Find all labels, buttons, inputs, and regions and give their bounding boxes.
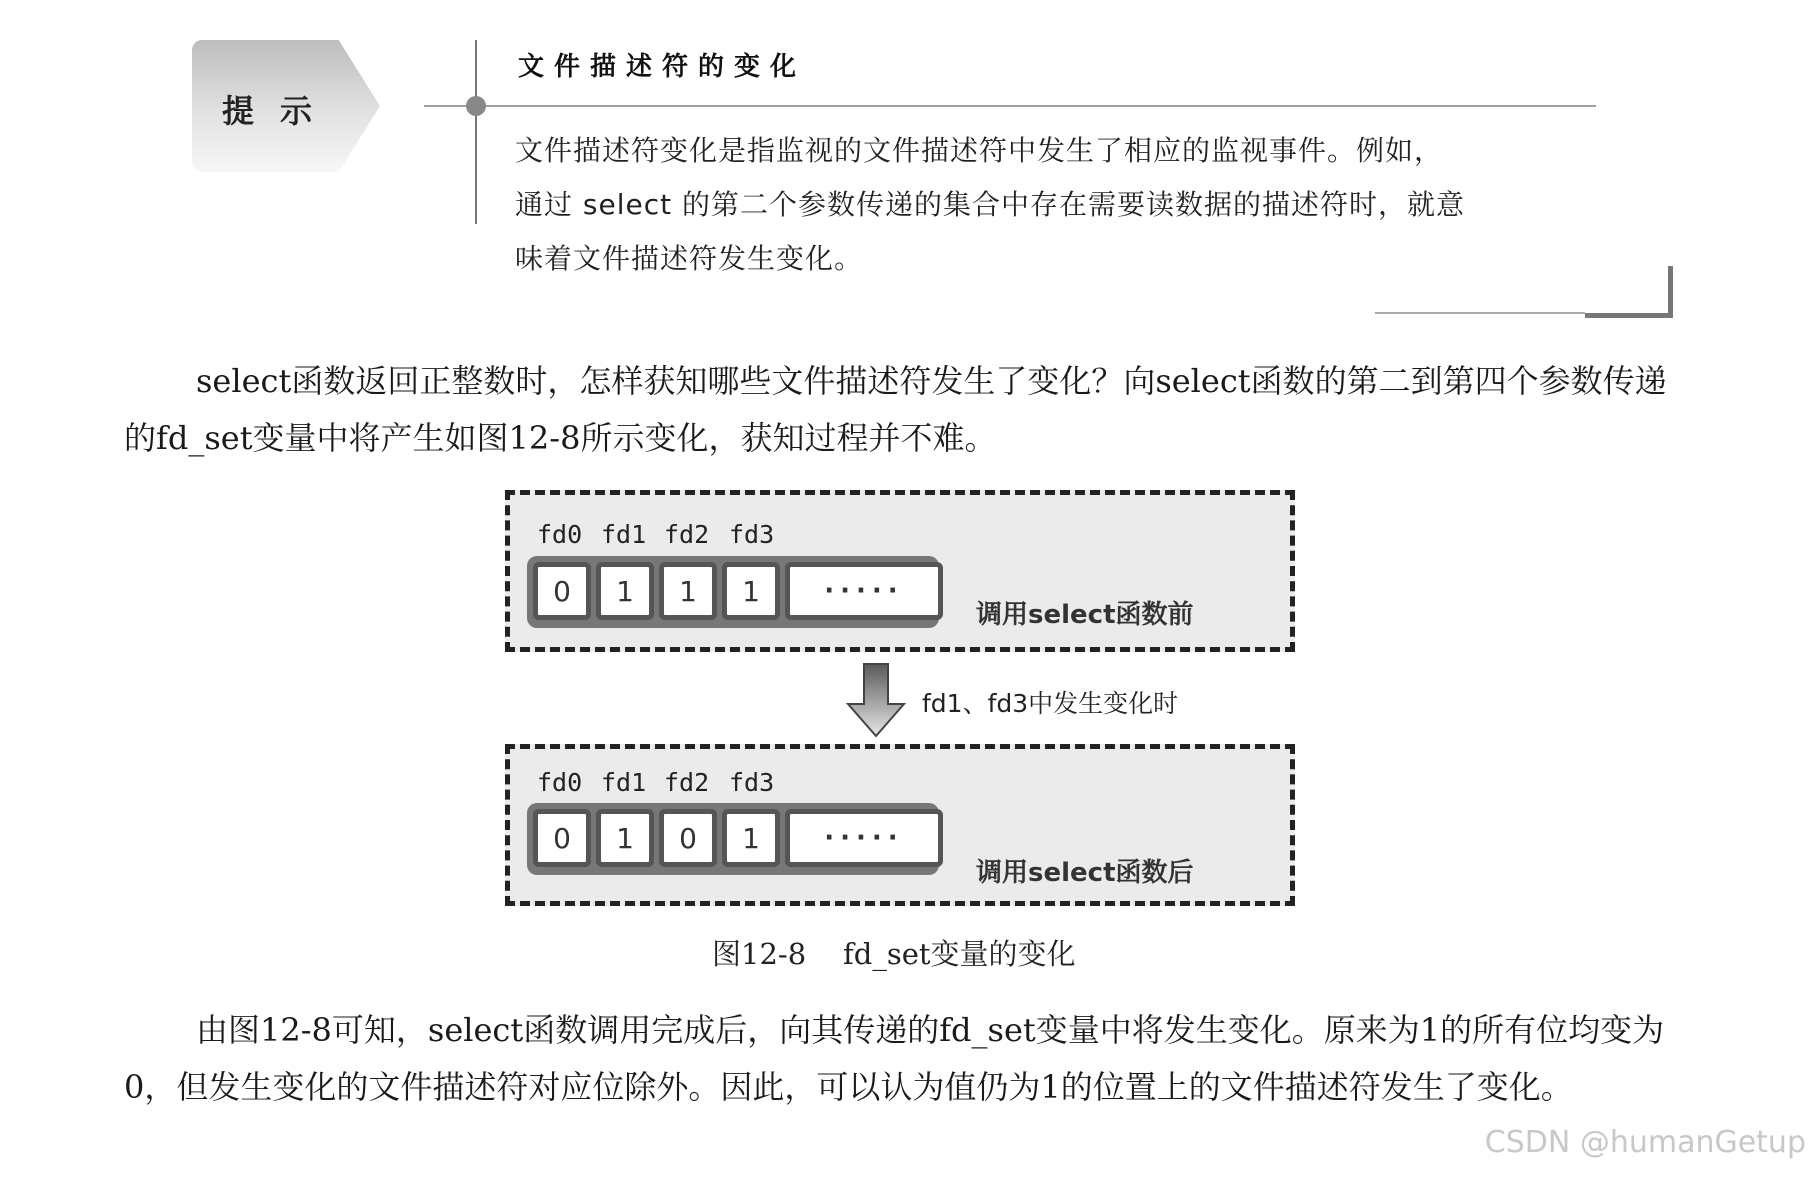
fd-label: fd0 xyxy=(537,768,583,797)
tip-tag-label: 提示 xyxy=(222,92,339,130)
tip-corner-rule xyxy=(1585,313,1673,318)
fd-label: fd3 xyxy=(729,520,775,549)
tip-vertical-rule xyxy=(475,40,477,224)
body-paragraph: select函数返回正整数时，怎样获知哪些文件描述符发生了变化？向select函数的第二到第四个参数传递的fd_set变量中将产生如图12-8所示变化，获知过程并不难。 xyxy=(124,362,1667,457)
fd-label: fd2 xyxy=(664,520,710,549)
fd-bit-cell: 1 xyxy=(659,562,717,620)
fd-bit-cell: 1 xyxy=(596,809,654,867)
fd-label: fd1 xyxy=(601,520,647,549)
tip-dot xyxy=(466,96,486,116)
fd-ellipsis-cell: ····· xyxy=(785,809,943,867)
tip-horizontal-rule xyxy=(424,105,1596,107)
tip-corner-rule xyxy=(1668,266,1673,318)
fd-bit-cell: 0 xyxy=(533,562,591,620)
fd-bit-cell: 1 xyxy=(596,562,654,620)
transition-label: fd1、fd3中发生变化时 xyxy=(922,689,1179,718)
fd-bit-cell: 1 xyxy=(722,562,780,620)
fd-label: fd0 xyxy=(537,520,583,549)
fd-bit-cell: 0 xyxy=(533,809,591,867)
tip-line: 味着文件描述符发生变化。 xyxy=(515,242,864,275)
tip-line: 文件描述符变化是指监视的文件描述符中发生了相应的监视事件。例如， xyxy=(515,134,1444,167)
tip-corner-rule xyxy=(1375,312,1585,314)
panel-caption-before: 调用select函数前 xyxy=(976,600,1194,630)
tip-title: 文件描述符的变化 xyxy=(518,52,807,82)
tip-line: 通过 select 的第二个参数传递的集合中存在需要读数据的描述符时，就意 xyxy=(515,188,1465,221)
fd-ellipsis-cell: ····· xyxy=(785,562,943,620)
fd-label: fd3 xyxy=(729,768,775,797)
body-paragraph: 由图12-8可知，select函数调用完成后，向其传递的fd_set变量中将发生变化。原来为1的所有位均变为0，但发生变化的文件描述符对应位除外。因此，可以认为值仍为1的位置上的文件描述符发生了变化。 xyxy=(124,1011,1665,1106)
fd-bit-cell: 1 xyxy=(722,809,780,867)
watermark: CSDN @humanGetup xyxy=(1484,1125,1806,1160)
figure-caption: 图12-8 fd_set变量的变化 xyxy=(712,937,1076,971)
panel-caption-after: 调用select函数后 xyxy=(976,858,1194,888)
fd-bit-cell: 0 xyxy=(659,809,717,867)
down-arrow-icon xyxy=(844,662,908,740)
fd-label: fd1 xyxy=(601,768,647,797)
fd-label: fd2 xyxy=(664,768,710,797)
tip-body xyxy=(515,124,1605,286)
